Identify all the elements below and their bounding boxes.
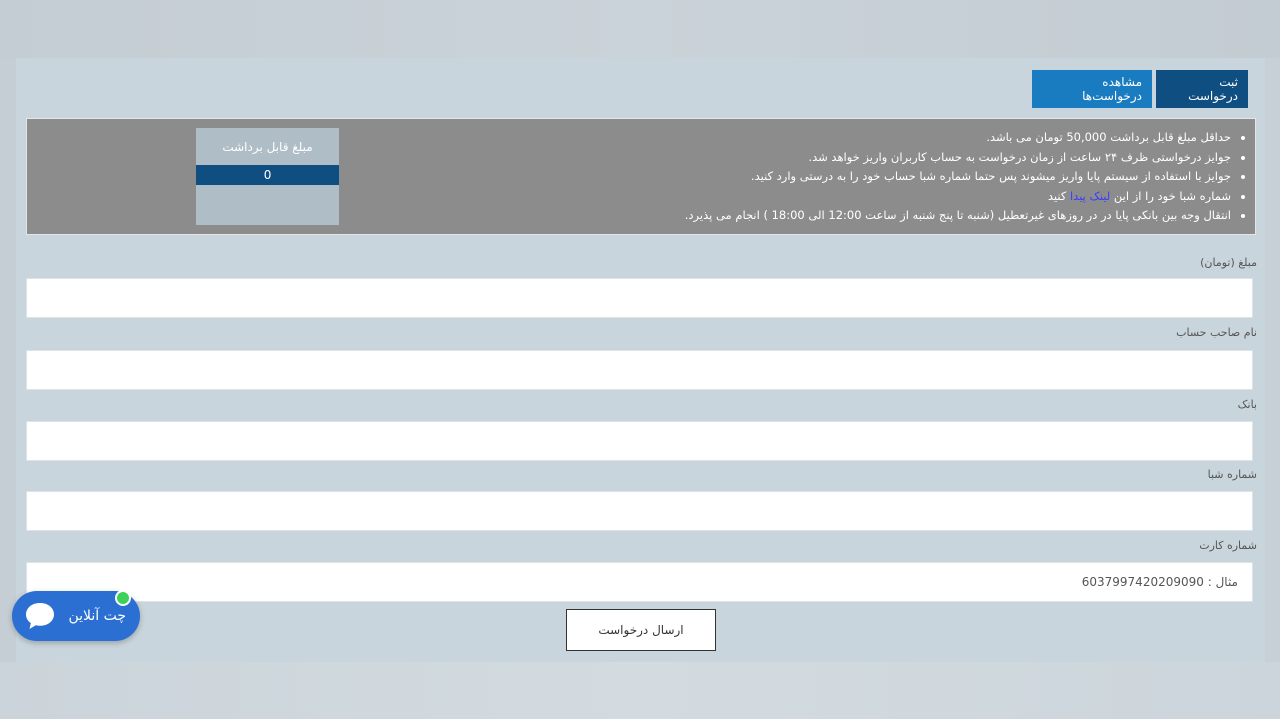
info-item-transfer-hours: • انتقال وجه بین بانکی پایا در در روزهای غیرتعطیل (شنبه تا پنج شنبه از ساعت 12:00 الی 18:00 ) انجام می پذیرد. [685, 206, 1231, 226]
account-holder-input[interactable] [26, 350, 1253, 390]
info-item-paya-system: • جوایز با استفاده از سیستم پایا واریز میشوند پس حتما شماره شبا حساب خود را به درستی وارد کنید. [685, 167, 1231, 187]
chat-label: چت آنلاین [68, 608, 126, 624]
bank-input[interactable] [26, 421, 1253, 461]
sheba-input[interactable] [26, 491, 1253, 531]
chat-bubble-icon [23, 600, 57, 632]
withdrawable-balance-box [196, 128, 339, 225]
top-bar [0, 0, 1280, 58]
info-item-min-amount: • حداقل مبلغ قابل برداشت 50,000 تومان می باشد. [685, 128, 1231, 148]
withdrawal-panel [16, 58, 1265, 662]
submit-request-button[interactable]: ارسال درخواست [566, 609, 716, 651]
sheba-suffix: کنید [1047, 188, 1067, 203]
amount-label: مبلغ (تومان) [1200, 256, 1257, 269]
balance-value: 0 [196, 165, 339, 185]
bottom-bar [0, 662, 1280, 719]
card-number-label: شماره کارت [1199, 539, 1257, 552]
sheba-finder-link[interactable]: لینک پیدا [1069, 188, 1111, 203]
info-box [26, 118, 1256, 235]
info-item-sheba-link [685, 187, 1231, 207]
card-number-input[interactable] [26, 562, 1253, 602]
info-item-deposit-time: • جوایز درخواستی ظرف ۲۴ ساعت از زمان درخواست به حساب کاربران واریز خواهد شد. [685, 148, 1231, 168]
account-holder-label: نام صاحب حساب [1176, 326, 1257, 339]
tab-bar [1032, 70, 1248, 108]
online-chat-button[interactable] [12, 591, 140, 641]
balance-title: مبلغ قابل برداشت [222, 139, 313, 154]
amount-input[interactable] [26, 278, 1253, 318]
tab-submit-request[interactable]: ثبت درخواست [1156, 70, 1248, 108]
info-list [685, 128, 1245, 226]
sheba-prefix: شماره شبا خود را از این [1113, 188, 1231, 203]
sheba-label: شماره شبا [1207, 468, 1257, 481]
tab-view-requests[interactable]: مشاهده درخواست‌ها [1032, 70, 1152, 108]
bank-label: بانک [1237, 398, 1257, 411]
online-status-dot [115, 590, 131, 606]
